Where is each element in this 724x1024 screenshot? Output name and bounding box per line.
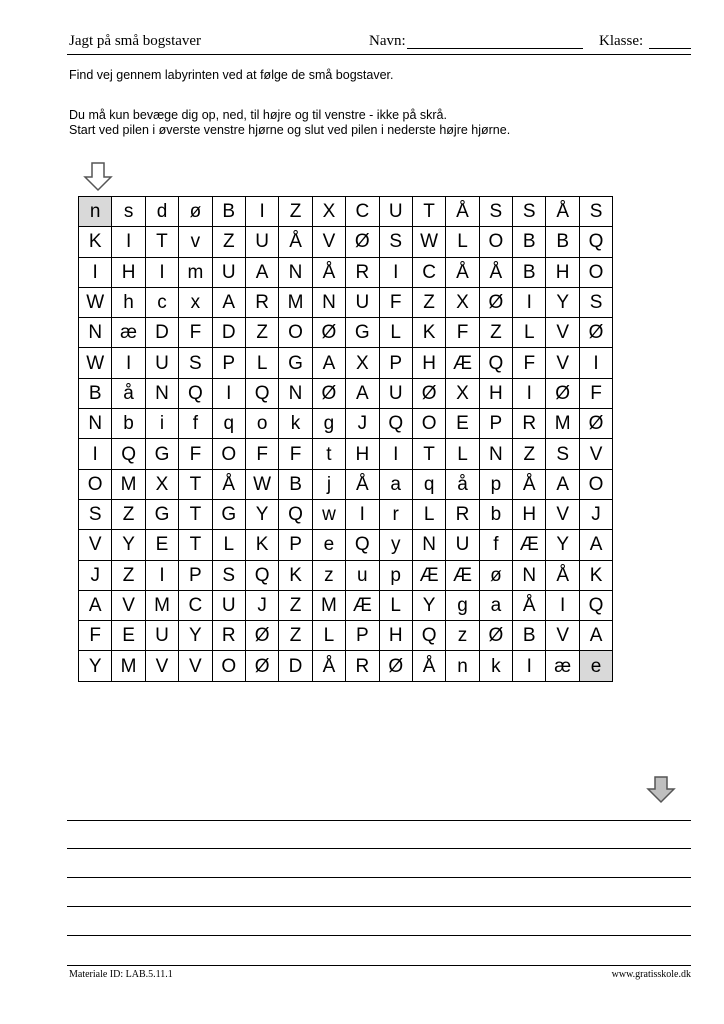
maze-cell[interactable]: t — [312, 439, 345, 469]
maze-cell[interactable]: a — [379, 469, 412, 499]
maze-cell[interactable]: T — [179, 530, 212, 560]
maze-cell[interactable]: O — [412, 409, 445, 439]
maze-cell[interactable]: M — [145, 590, 178, 620]
maze-cell[interactable]: V — [112, 590, 145, 620]
maze-cell[interactable]: E — [446, 409, 479, 439]
maze-cell[interactable]: Z — [279, 197, 312, 227]
maze-cell[interactable]: I — [546, 590, 579, 620]
maze-cell[interactable]: X — [446, 287, 479, 317]
maze-cell[interactable]: M — [112, 469, 145, 499]
maze-cell[interactable]: Z — [479, 318, 512, 348]
maze-cell[interactable]: Z — [212, 227, 245, 257]
header-divider — [67, 54, 691, 55]
maze-cell[interactable]: K — [79, 227, 112, 257]
maze-cell[interactable]: O — [279, 318, 312, 348]
maze-cell[interactable]: T — [179, 469, 212, 499]
maze-cell[interactable]: p — [379, 560, 412, 590]
maze-cell[interactable]: H — [513, 499, 546, 529]
maze-cell[interactable]: å — [112, 378, 145, 408]
maze-cell[interactable]: N — [279, 257, 312, 287]
maze-cell[interactable]: A — [546, 469, 579, 499]
maze-cell[interactable]: f — [179, 409, 212, 439]
maze-cell[interactable]: L — [379, 590, 412, 620]
maze-cell[interactable]: Y — [546, 530, 579, 560]
maze-cell[interactable]: Ø — [579, 409, 612, 439]
maze-cell[interactable]: B — [546, 227, 579, 257]
maze-cell[interactable]: H — [546, 257, 579, 287]
maze-cell[interactable]: P — [379, 348, 412, 378]
worksheet-header — [69, 30, 691, 54]
maze-cell[interactable]: r — [379, 499, 412, 529]
maze-cell[interactable]: L — [446, 227, 479, 257]
maze-cell[interactable]: Q — [412, 621, 445, 651]
maze-cell[interactable]: Ø — [479, 287, 512, 317]
maze-cell[interactable]: C — [179, 590, 212, 620]
website-link[interactable]: www.gratisskole.dk — [611, 969, 691, 980]
maze-cell[interactable]: V — [79, 530, 112, 560]
maze-row — [79, 378, 613, 408]
maze-row — [79, 257, 613, 287]
maze-cell[interactable]: C — [412, 257, 445, 287]
maze-cell[interactable]: B — [79, 378, 112, 408]
maze-cell[interactable]: L — [312, 621, 345, 651]
maze-cell[interactable]: F — [446, 318, 479, 348]
maze-cell[interactable]: Z — [279, 621, 312, 651]
maze-cell[interactable]: Ø — [379, 651, 412, 681]
maze-cell[interactable]: X — [145, 469, 178, 499]
maze-cell[interactable]: Æ — [446, 560, 479, 590]
maze-cell[interactable]: V — [579, 439, 612, 469]
maze-cell[interactable]: F — [513, 348, 546, 378]
maze-cell[interactable]: Z — [513, 439, 546, 469]
maze-cell[interactable]: o — [245, 409, 278, 439]
maze-cell[interactable]: Å — [513, 590, 546, 620]
maze-cell[interactable]: S — [479, 197, 512, 227]
maze-cell[interactable]: N — [479, 439, 512, 469]
maze-cell[interactable]: N — [145, 378, 178, 408]
maze-cell[interactable]: Q — [579, 590, 612, 620]
maze-cell[interactable]: I — [145, 560, 178, 590]
maze-cell[interactable]: L — [245, 348, 278, 378]
maze-cell[interactable]: Y — [179, 621, 212, 651]
maze-cell[interactable]: F — [245, 439, 278, 469]
maze-cell[interactable]: Y — [79, 651, 112, 681]
maze-cell[interactable]: Å — [412, 651, 445, 681]
maze-cell[interactable]: d — [145, 197, 178, 227]
maze-cell[interactable]: L — [212, 530, 245, 560]
maze-cell[interactable]: A — [346, 378, 379, 408]
maze-cell[interactable]: Z — [279, 590, 312, 620]
maze-cell[interactable]: U — [446, 530, 479, 560]
maze-end-cell[interactable]: e — [579, 651, 612, 681]
maze-cell[interactable]: G — [212, 499, 245, 529]
maze-cell[interactable]: U — [212, 590, 245, 620]
maze-cell[interactable]: Ø — [245, 651, 278, 681]
writing-line[interactable] — [67, 906, 691, 907]
maze-cell[interactable]: B — [513, 257, 546, 287]
maze-cell[interactable]: b — [112, 409, 145, 439]
maze-cell[interactable]: Å — [279, 227, 312, 257]
maze-row — [79, 197, 613, 227]
maze-cell[interactable]: I — [513, 651, 546, 681]
maze-cell[interactable]: F — [179, 318, 212, 348]
name-field[interactable] — [407, 48, 583, 49]
maze-start-cell[interactable]: n — [79, 197, 112, 227]
maze-cell[interactable]: N — [79, 409, 112, 439]
letter-maze-grid — [78, 196, 613, 682]
maze-cell[interactable]: Ø — [479, 621, 512, 651]
maze-cell[interactable]: S — [179, 348, 212, 378]
maze-cell[interactable]: Æ — [346, 590, 379, 620]
maze-row — [79, 499, 613, 529]
maze-cell[interactable]: L — [379, 318, 412, 348]
maze-cell[interactable]: p — [479, 469, 512, 499]
maze-cell[interactable]: H — [346, 439, 379, 469]
maze-cell[interactable]: G — [346, 318, 379, 348]
maze-cell[interactable]: H — [379, 621, 412, 651]
maze-cell[interactable]: Ø — [245, 621, 278, 651]
maze-cell[interactable]: Å — [546, 560, 579, 590]
maze-cell[interactable]: O — [212, 439, 245, 469]
maze-cell[interactable]: I — [245, 197, 278, 227]
end-down-arrow-icon — [646, 776, 676, 804]
maze-cell[interactable]: D — [145, 318, 178, 348]
maze-cell[interactable]: T — [412, 439, 445, 469]
maze-row — [79, 469, 613, 499]
maze-cell[interactable]: j — [312, 469, 345, 499]
maze-cell[interactable]: Y — [112, 530, 145, 560]
maze-cell[interactable]: S — [513, 197, 546, 227]
maze-cell[interactable]: I — [79, 257, 112, 287]
maze-cell[interactable]: P — [212, 348, 245, 378]
maze-cell[interactable]: K — [412, 318, 445, 348]
maze-cell[interactable]: V — [546, 621, 579, 651]
maze-cell[interactable]: æ — [112, 318, 145, 348]
writing-line[interactable] — [67, 820, 691, 821]
class-field[interactable] — [649, 48, 691, 49]
maze-cell[interactable]: L — [412, 499, 445, 529]
footer-divider — [67, 965, 691, 966]
maze-cell[interactable]: J — [346, 409, 379, 439]
maze-cell[interactable]: Q — [579, 227, 612, 257]
maze-cell[interactable]: h — [112, 287, 145, 317]
maze-cell[interactable]: J — [79, 560, 112, 590]
maze-cell[interactable]: R — [446, 499, 479, 529]
maze-row — [79, 287, 613, 317]
maze-cell[interactable]: a — [479, 590, 512, 620]
maze-cell[interactable]: O — [579, 257, 612, 287]
maze-cell[interactable]: E — [112, 621, 145, 651]
maze-cell[interactable]: H — [412, 348, 445, 378]
maze-cell[interactable]: P — [279, 530, 312, 560]
maze-cell[interactable]: Q — [346, 530, 379, 560]
maze-cell[interactable]: Q — [279, 499, 312, 529]
maze-cell[interactable]: N — [279, 378, 312, 408]
maze-cell[interactable]: k — [279, 409, 312, 439]
instruction-line-3: Start ved pilen i øverste venstre hjørne og slut ved pilen i nederste højre hjørne. — [69, 123, 511, 137]
maze-cell[interactable]: Y — [546, 287, 579, 317]
maze-cell[interactable]: A — [579, 621, 612, 651]
maze-row — [79, 530, 613, 560]
maze-cell[interactable]: X — [346, 348, 379, 378]
maze-cell[interactable]: R — [513, 409, 546, 439]
maze-cell[interactable]: z — [446, 621, 479, 651]
maze-row — [79, 621, 613, 651]
maze-cell[interactable]: G — [145, 499, 178, 529]
name-label: Navn: — [369, 33, 406, 49]
maze-cell[interactable]: Ø — [312, 318, 345, 348]
maze-cell[interactable]: W — [79, 348, 112, 378]
maze-cell[interactable]: J — [245, 590, 278, 620]
maze-cell[interactable]: Å — [446, 257, 479, 287]
maze-cell[interactable]: F — [79, 621, 112, 651]
maze-cell[interactable]: M — [546, 409, 579, 439]
maze-cell[interactable]: O — [79, 469, 112, 499]
maze-cell[interactable]: H — [479, 378, 512, 408]
maze-cell[interactable]: I — [513, 378, 546, 408]
maze-cell[interactable]: K — [245, 530, 278, 560]
maze-cell[interactable]: k — [479, 651, 512, 681]
maze-cell[interactable]: b — [479, 499, 512, 529]
maze-cell[interactable]: F — [179, 439, 212, 469]
maze-cell[interactable]: Å — [546, 197, 579, 227]
maze-cell[interactable]: ø — [179, 197, 212, 227]
maze-cell[interactable]: S — [212, 560, 245, 590]
maze-cell[interactable]: J — [579, 499, 612, 529]
maze-cell[interactable]: H — [112, 257, 145, 287]
maze-cell[interactable]: S — [579, 197, 612, 227]
maze-cell[interactable]: v — [179, 227, 212, 257]
maze-cell[interactable]: q — [212, 409, 245, 439]
maze-cell[interactable]: m — [179, 257, 212, 287]
maze-cell[interactable]: D — [212, 318, 245, 348]
maze-cell[interactable]: Å — [312, 257, 345, 287]
maze-cell[interactable]: N — [513, 560, 546, 590]
maze-cell[interactable]: s — [112, 197, 145, 227]
maze-cell[interactable]: W — [412, 227, 445, 257]
maze-cell[interactable]: Z — [245, 318, 278, 348]
maze-cell[interactable]: B — [212, 197, 245, 227]
maze-cell[interactable]: Q — [245, 378, 278, 408]
maze-cell[interactable]: e — [312, 530, 345, 560]
maze-cell[interactable]: S — [546, 439, 579, 469]
maze-cell[interactable]: O — [479, 227, 512, 257]
maze-cell[interactable]: A — [79, 590, 112, 620]
maze-cell[interactable]: Å — [346, 469, 379, 499]
maze-cell[interactable]: I — [112, 348, 145, 378]
maze-cell[interactable]: c — [145, 287, 178, 317]
maze-cell[interactable]: f — [479, 530, 512, 560]
maze-cell[interactable]: å — [446, 469, 479, 499]
maze-cell[interactable]: L — [446, 439, 479, 469]
maze-cell[interactable]: E — [145, 530, 178, 560]
maze-cell[interactable]: G — [279, 348, 312, 378]
maze-cell[interactable]: ø — [479, 560, 512, 590]
maze-cell[interactable]: U — [212, 257, 245, 287]
maze-cell[interactable]: Y — [245, 499, 278, 529]
maze-cell[interactable]: I — [513, 287, 546, 317]
maze-cell[interactable]: Å — [513, 469, 546, 499]
maze-cell[interactable]: P — [346, 621, 379, 651]
maze-cell[interactable]: V — [312, 227, 345, 257]
maze-cell[interactable]: X — [446, 378, 479, 408]
maze-cell[interactable]: Ø — [546, 378, 579, 408]
maze-cell[interactable]: V — [546, 318, 579, 348]
maze-cell[interactable]: T — [145, 227, 178, 257]
maze-cell[interactable]: U — [245, 227, 278, 257]
maze-cell[interactable]: U — [145, 348, 178, 378]
maze-cell[interactable]: I — [379, 257, 412, 287]
maze-cell[interactable]: u — [346, 560, 379, 590]
maze-cell[interactable]: Ø — [312, 378, 345, 408]
maze-cell[interactable]: U — [346, 287, 379, 317]
maze-cell[interactable]: V — [546, 348, 579, 378]
maze-cell[interactable]: V — [145, 651, 178, 681]
maze-cell[interactable]: U — [379, 378, 412, 408]
instruction-line-1: Find vej gennem labyrinten ved at følge de små bogstaver. — [69, 68, 394, 82]
maze-cell[interactable]: U — [145, 621, 178, 651]
writing-line[interactable] — [67, 848, 691, 849]
writing-line[interactable] — [67, 935, 691, 936]
maze-cell[interactable]: Z — [112, 499, 145, 529]
maze-cell[interactable]: R — [245, 287, 278, 317]
maze-row — [79, 651, 613, 681]
maze-cell[interactable]: y — [379, 530, 412, 560]
maze-cell[interactable]: W — [245, 469, 278, 499]
maze-cell[interactable]: g — [312, 409, 345, 439]
maze-cell[interactable]: I — [145, 257, 178, 287]
material-id: Materiale ID: LAB.5.11.1 — [69, 969, 173, 980]
maze-cell[interactable]: R — [346, 257, 379, 287]
maze-cell[interactable]: I — [112, 227, 145, 257]
maze-cell[interactable]: Å — [212, 469, 245, 499]
maze-cell[interactable]: n — [446, 651, 479, 681]
maze-cell[interactable]: Å — [312, 651, 345, 681]
maze-cell[interactable]: B — [513, 227, 546, 257]
maze-cell[interactable]: D — [279, 651, 312, 681]
maze-cell[interactable]: N — [79, 318, 112, 348]
maze-cell[interactable]: Æ — [446, 348, 479, 378]
maze-cell[interactable]: Ø — [346, 227, 379, 257]
maze-cell[interactable]: K — [579, 560, 612, 590]
start-down-arrow-icon — [83, 162, 113, 192]
maze-cell[interactable]: L — [513, 318, 546, 348]
maze-cell[interactable]: I — [212, 378, 245, 408]
maze-cell[interactable]: Z — [112, 560, 145, 590]
maze-cell[interactable]: Ø — [579, 318, 612, 348]
maze-cell[interactable]: S — [579, 287, 612, 317]
maze-cell[interactable]: O — [212, 651, 245, 681]
maze-cell[interactable]: A — [579, 530, 612, 560]
class-label: Klasse: — [599, 33, 644, 49]
maze-cell[interactable]: I — [379, 439, 412, 469]
maze-cell[interactable]: O — [579, 469, 612, 499]
maze-cell[interactable]: I — [79, 439, 112, 469]
maze-cell[interactable]: R — [212, 621, 245, 651]
instruction-line-2: Du må kun bevæge dig op, ned, til højre og til venstre - ikke på skrå. — [69, 108, 447, 122]
maze-cell[interactable]: N — [312, 287, 345, 317]
maze-cell[interactable]: S — [379, 227, 412, 257]
maze-cell[interactable]: T — [412, 197, 445, 227]
maze-cell[interactable]: V — [546, 499, 579, 529]
maze-cell[interactable]: A — [212, 287, 245, 317]
maze-cell[interactable]: Æ — [412, 560, 445, 590]
maze-cell[interactable]: Q — [479, 348, 512, 378]
maze-cell[interactable]: Q — [379, 409, 412, 439]
maze-cell[interactable]: Å — [479, 257, 512, 287]
maze-row — [79, 318, 613, 348]
maze-cell[interactable]: Q — [112, 439, 145, 469]
maze-cell[interactable]: M — [112, 651, 145, 681]
maze-cell[interactable]: F — [279, 439, 312, 469]
maze-row — [79, 348, 613, 378]
maze-cell[interactable]: A — [245, 257, 278, 287]
maze-cell[interactable]: æ — [546, 651, 579, 681]
maze-cell[interactable]: B — [513, 621, 546, 651]
maze-cell[interactable]: I — [346, 499, 379, 529]
maze-row — [79, 590, 613, 620]
maze-cell[interactable]: C — [346, 197, 379, 227]
writing-line[interactable] — [67, 877, 691, 878]
maze-cell[interactable]: P — [479, 409, 512, 439]
maze-cell[interactable]: W — [79, 287, 112, 317]
maze-cell[interactable]: T — [179, 499, 212, 529]
maze-cell[interactable]: F — [579, 378, 612, 408]
maze-cell[interactable]: N — [412, 530, 445, 560]
maze-cell[interactable]: F — [379, 287, 412, 317]
maze-cell[interactable]: K — [279, 560, 312, 590]
maze-cell[interactable]: x — [179, 287, 212, 317]
maze-cell[interactable]: M — [312, 590, 345, 620]
maze-row — [79, 409, 613, 439]
maze-cell[interactable]: Æ — [513, 530, 546, 560]
maze-cell[interactable]: M — [279, 287, 312, 317]
maze-cell[interactable]: g — [446, 590, 479, 620]
maze-cell[interactable]: X — [312, 197, 345, 227]
maze-cell[interactable]: A — [312, 348, 345, 378]
maze-cell[interactable]: P — [179, 560, 212, 590]
maze-cell[interactable]: U — [379, 197, 412, 227]
maze-cell[interactable]: R — [346, 651, 379, 681]
worksheet-title: Jagt på små bogstaver — [69, 33, 202, 49]
maze-cell[interactable]: Å — [446, 197, 479, 227]
maze-row — [79, 227, 613, 257]
maze-cell[interactable]: z — [312, 560, 345, 590]
maze-cell[interactable]: V — [179, 651, 212, 681]
maze-cell[interactable]: S — [79, 499, 112, 529]
maze-row — [79, 560, 613, 590]
maze-cell[interactable]: w — [312, 499, 345, 529]
maze-cell[interactable]: I — [579, 348, 612, 378]
maze-cell[interactable]: i — [145, 409, 178, 439]
maze-cell[interactable]: B — [279, 469, 312, 499]
maze-cell[interactable]: Q — [179, 378, 212, 408]
maze-cell[interactable]: Y — [412, 590, 445, 620]
maze-cell[interactable]: q — [412, 469, 445, 499]
maze-cell[interactable]: G — [145, 439, 178, 469]
maze-row — [79, 439, 613, 469]
maze-cell[interactable]: Q — [245, 560, 278, 590]
maze-cell[interactable]: Ø — [412, 378, 445, 408]
maze-cell[interactable]: Z — [412, 287, 445, 317]
